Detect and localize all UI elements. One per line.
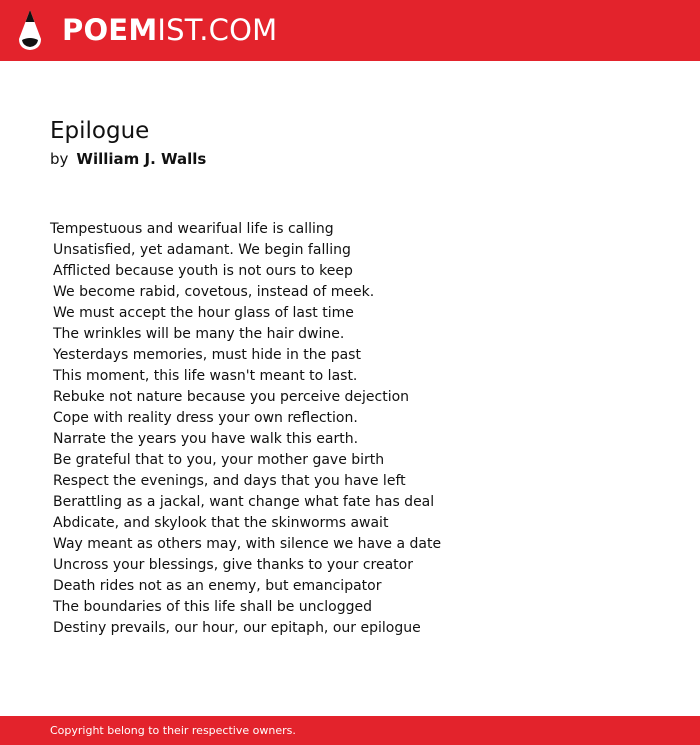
site-footer xyxy=(0,716,700,745)
poem-line: Narrate the years you have walk this earth. xyxy=(53,431,359,447)
poem-line: Death rides not as an enemy, but emancipator xyxy=(53,578,382,594)
poem-line: This moment, this life wasn't meant to last. xyxy=(53,368,358,384)
poem-line: Be grateful that to you, your mother gave birth xyxy=(53,452,385,468)
brand-bold: POEM xyxy=(62,13,158,47)
poem-line: Destiny prevails, our hour, our epitaph, our epilogue xyxy=(53,620,421,636)
poem-line: Unsatisfied, yet adamant. We begin falling xyxy=(53,242,351,258)
by-label: by xyxy=(50,150,69,168)
poem-line: We must accept the hour glass of last time xyxy=(53,305,354,321)
poem-line: Abdicate, and skylook that the skinworms await xyxy=(53,515,389,531)
byline xyxy=(50,149,206,169)
poem-line: Cope with reality dress your own reflection. xyxy=(53,410,358,426)
site-header xyxy=(0,0,700,61)
poem-line: Respect the evenings, and days that you have left xyxy=(53,473,406,489)
poem-line: Way meant as others may, with silence we have a date xyxy=(53,536,442,552)
poem-line: Afflicted because youth is not ours to keep xyxy=(53,263,353,279)
poem-line: Tempestuous and wearifual life is calling xyxy=(50,221,334,237)
copyright-notice: Copyright belong to their respective owners. xyxy=(50,724,296,737)
pencil-tip-icon xyxy=(17,9,43,51)
poem-line: Berattling as a jackal, want change what fate has deal xyxy=(53,494,435,510)
poem-line: Uncross your blessings, give thanks to your creator xyxy=(53,557,413,573)
brand-light: IST.COM xyxy=(157,13,278,47)
poem-line: We become rabid, covetous, instead of meek. xyxy=(53,284,375,300)
poem-line: Rebuke not nature because you perceive dejection xyxy=(53,389,410,405)
poem-line: Yesterdays memories, must hide in the past xyxy=(53,347,361,363)
author-link[interactable]: William J. Walls xyxy=(76,150,207,168)
poem-body xyxy=(50,219,650,639)
site-logo-text xyxy=(62,13,277,47)
poem-line: The boundaries of this life shall be unclogged xyxy=(53,599,372,615)
poem-title: Epilogue xyxy=(50,118,150,144)
poem-line: The wrinkles will be many the hair dwine. xyxy=(53,326,345,342)
